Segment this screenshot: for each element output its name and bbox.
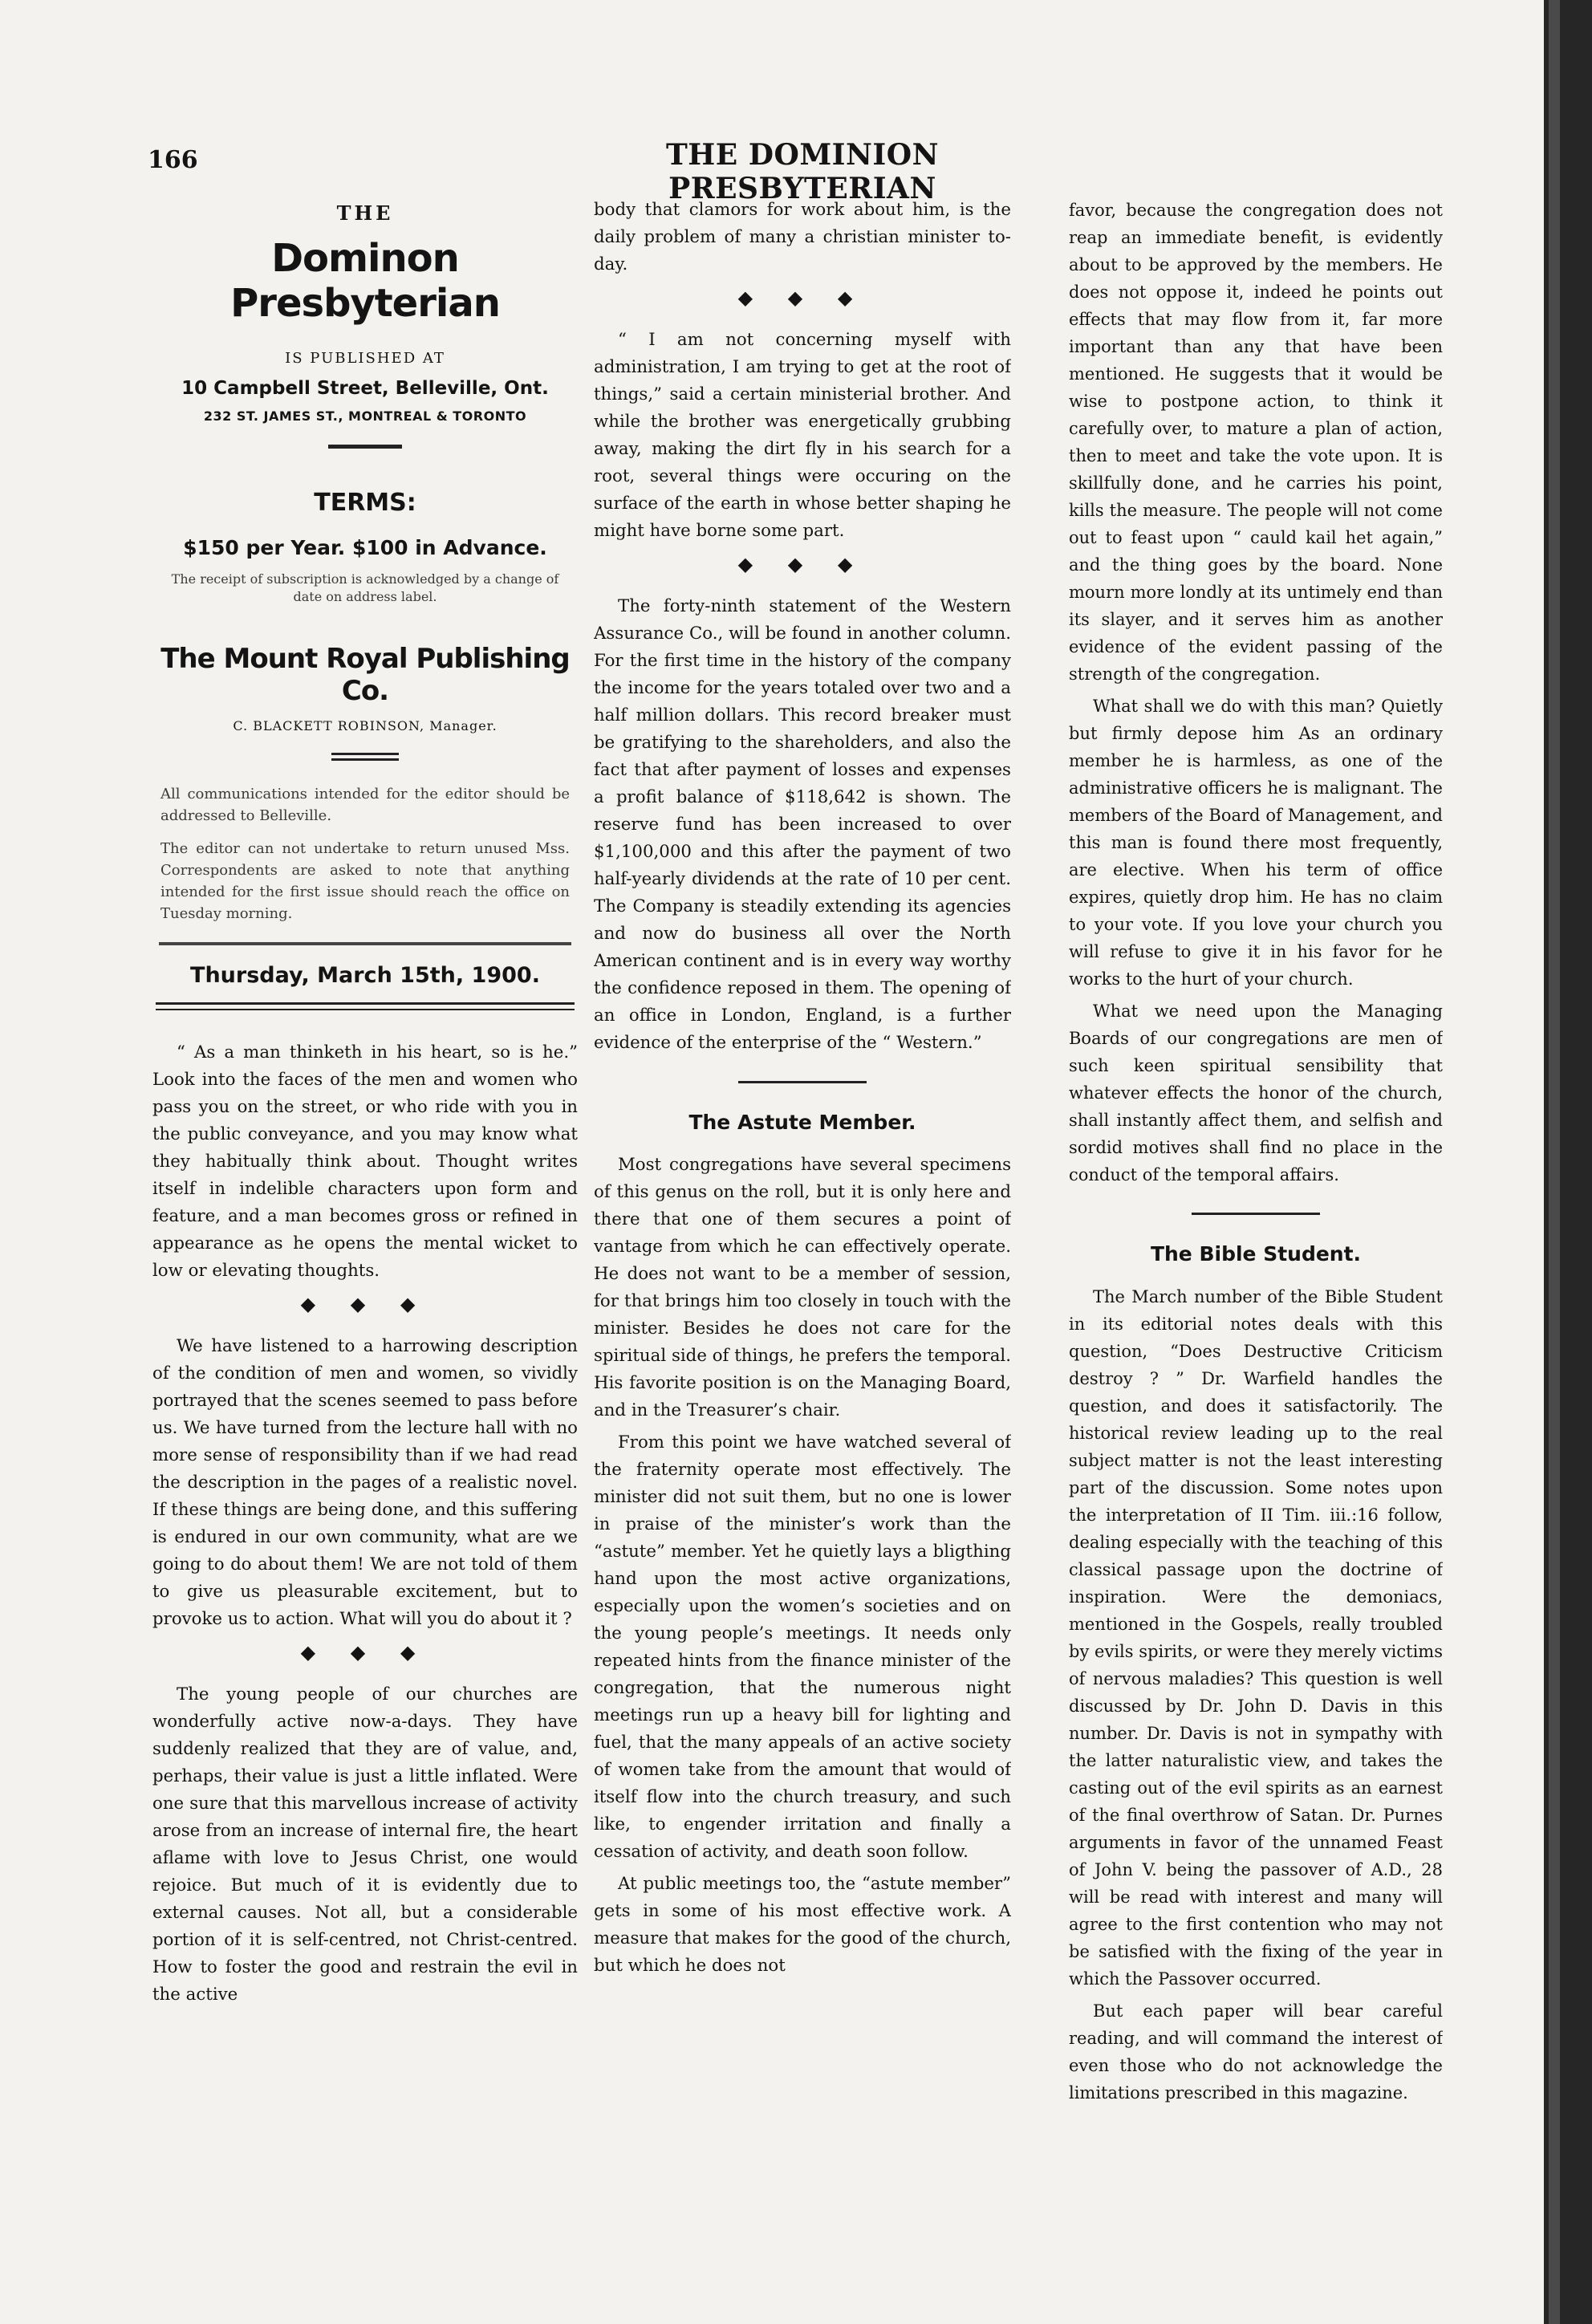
paragraph: What we need upon the Managing Boards of our congregations are men of such keen spiritual sensibility that whatever effects the honor of the church, shall instantly affect them, and selfish and sordid motives shall find no place in the conduct of the temporal affairs. [1069,1002,1443,1184]
paragraph: “ As a man thinketh in his heart, so is he.” Look into the faces of the men and women who pass you on the street, or who ride with you in the public conveyance, and you may know what they habitually think about. Thought writes itself in indelible characters upon form and feature, and a man becomes gross or refined in appearance as he opens the mental wicket to low or elevating thoughts. [152,1042,578,1281]
publisher-name: The Mount Royal Publishing Co. [160,643,570,707]
column-1 [152,197,578,2228]
divider [738,1081,867,1083]
manager-line: C. BLACKETT ROBINSON, Manager. [233,718,497,733]
section-heading-astute-member: The Astute Member. [688,1111,916,1134]
terms-prices: $150 per Year. $100 in Advance. [183,536,547,559]
page-number: 166 [148,146,198,174]
paragraph: Most congregations have several specimens of this genus on the roll, but it is only here and there that one of them secures a point of vantage from which he can effectively operate. He does not want to be a member of session, for that brings him too closely in touch with the minister. Besides he does not care for the spiritual side of things, he prefers the temporal. His favorite position is on the Managing Board, and in the Treasurer’s chair. [594,1155,1011,1420]
ornament: ◆ ◆ ◆ [737,286,867,309]
paragraph: The March number of the Bible Student in its editorial notes deals with this question, “Does Destructive Criticism destroy ? ” Dr. Warfield handles the question, and does it satisfactorily. The historical review leading up to the real subject matter is not the least interesting part of the discussion. Some notes upon the interpretation of II Tim. iii.:16 follow, dealing especially with the teaching of this classical passage upon the doctrine of inspiration. Were the demoniacs, mentioned in the Gospels, really troubled by evils spirits, or were they merely victims of nervous maladies? This question is well discussed by Dr. John D. Davis in this number. Dr. Davis is not in sympathy with the latter naturalistic view, and takes the casting out of the evil spirits as an earnest of the final overthrow of Satan. Dr. Purnes arguments in favor of the unnamed Feast of John V. being the passover of A.D., 28 will be read with interest and many will agree to the first contention who may not be satisfied with the fixing of the year in which the Passover occurred. [1069,1287,1443,1989]
paragraph: The young people of our churches are wonderfully active now-a-days. They have suddenly realized that they are of value, and, perhaps, their value is just a little inflated. Were one sure that this marvellous increase of activity arose from an increase of internal fire, the heart aflame with love to Jesus Christ, one would rejoice. But much of it is evidently due to external causes. Not all, but a considerable portion of it is self-centred, not Christ-centred. How to foster the good and restrain the evil in the active [152,1684,578,2005]
column-2 [594,197,1011,2228]
divider [159,942,571,945]
receipt-note: The receipt of subscription is acknowledged by a change of date on address label. [171,571,559,604]
section-heading-bible-student: The Bible Student. [1150,1242,1362,1266]
paragraph: body that clamors for work about him, is the daily problem of many a christian minister to-day. [594,200,1011,274]
divider [1192,1213,1320,1215]
running-head: THE DOMINION PRESBYTERIAN [665,138,940,205]
editor-return-note: The editor can not undertake to return unused Mss. Correspondents are asked to note that anything intended for the first issue should reach the office on Tuesday morning. [160,840,570,922]
ornament: ◆ ◆ ◆ [300,1641,430,1664]
paragraph: But each paper will bear careful reading, and will command the interest of even those who do not acknowledge the limitations prescribed in this magazine. [1069,2001,1443,2103]
masthead-title: Dominon Presbyterian [230,236,500,326]
address-montreal: 232 ST. JAMES ST., MONTREAL & TORONTO [203,408,527,424]
column-3 [1069,197,1443,2228]
address-belleville: 10 Campbell Street, Belleville, Ont. [181,378,549,399]
paragraph: The forty-ninth statement of the Western Assurance Co., will be found in another column. For the first time in the history of the company the income for the years totaled over two and a half million dollars. This record breaker must be gratifying to the shareholders, and also the fact that after payment of losses and expenses a profit balance of $118,642 is shown. The reserve fund has been increased to over $1,100,000 and this after the payment of two half-yearly dividends at the rate of 10 per cent. The Company is steadily extending its agencies and now do business all over the North American continent and is in every way worthy the confidence reposed in them. The opening of an office in London, England, is a further evidence of the enterprise of the “ Western.” [594,596,1011,1053]
ornament: ◆ ◆ ◆ [300,1293,430,1315]
paragraph: We have listened to a harrowing description of the condition of men and women, so vividly portrayed that the scenes seemed to pass before us. We have turned from the lecture hall with no more sense of responsibility than if we had read the description in the pages of a realistic novel. If these things are being done, and this suffering is endured in our own community, what are we going to do about them! We are not told of them to give us pleasurable excitement, but to provoke us to action. What will you do about it ? [152,1336,578,1629]
ornament: ◆ ◆ ◆ [737,553,867,575]
paragraph: “ I am not concerning myself with administration, I am trying to get at the root of things,” said a certain ministerial brother. And while the brother was energetically grubbing away, making the dirt fly in his search for a root, several things were occuring on the surface of the earth in whose better shaping he might have borne some part. [594,330,1011,541]
divider [331,753,399,761]
terms-heading: TERMS: [314,489,416,517]
issue-date: Thursday, March 15th, 1900. [190,963,540,988]
paragraph: favor, because the congregation does not reap an immediate benefit, is evidently about to be approved by the members. He does not oppose it, indeed he points out effects that may flow from it, far more important than any that have been mentioned. He suggests that it would be wise to postpone action, to think it carefully over, to mature a plan of action, then to meet and take the vote upon. It is skillfully done, and he carries his point, kills the measure. The people will not come out to feast upon “ cauld kail het again,” and the thing goes by the board. None mourn more londly at its untimely end than its slayer, and it serves him as another evidence of the evident passing of the strength of the congregation. [1069,201,1443,684]
masthead-the: THE [336,201,394,225]
page-edge-fold [1549,0,1560,2324]
paragraph: From this point we have watched several of the fraternity operate most effectively. The minister did not suit them, but no one is lower in praise of the minister’s work than the “astute” member. Yet he quietly lays a bligthing hand upon the most active organizations, especially upon the women’s societies and on the young people’s meetings. It needs only repeated hints from the finance minister of the congregation, that the numerous night meetings run up a heavy bill for lighting and fuel, that the many appeals of an active society of women take from the amount that would of itself flow into the church treasury, and such like, to engender irritation and finally a cessation of activity, and death soon follow. [594,1432,1011,1862]
published-at: IS PUBLISHED AT [285,350,445,367]
paragraph: At public meetings too, the “astute member” gets in some of his most effective work. A measure that makes for the good of the church, but which he does not [594,1874,1011,1976]
divider [328,445,402,449]
editor-address-note: All communications intended for the editor should be addressed to Belleville. [160,786,570,824]
paragraph: What shall we do with this man? Quietly but firmly depose him As an ordinary member he is harmless, as one of the administrative officers he is malignant. The members of the Board of Management, and this man is found there most frequently, are elective. When his term of office expires, quietly drop him. He has no claim to your vote. If you love your church you will refuse to give it in his favor for he works to the hurt of your church. [1069,697,1443,989]
divider [156,1002,575,1010]
